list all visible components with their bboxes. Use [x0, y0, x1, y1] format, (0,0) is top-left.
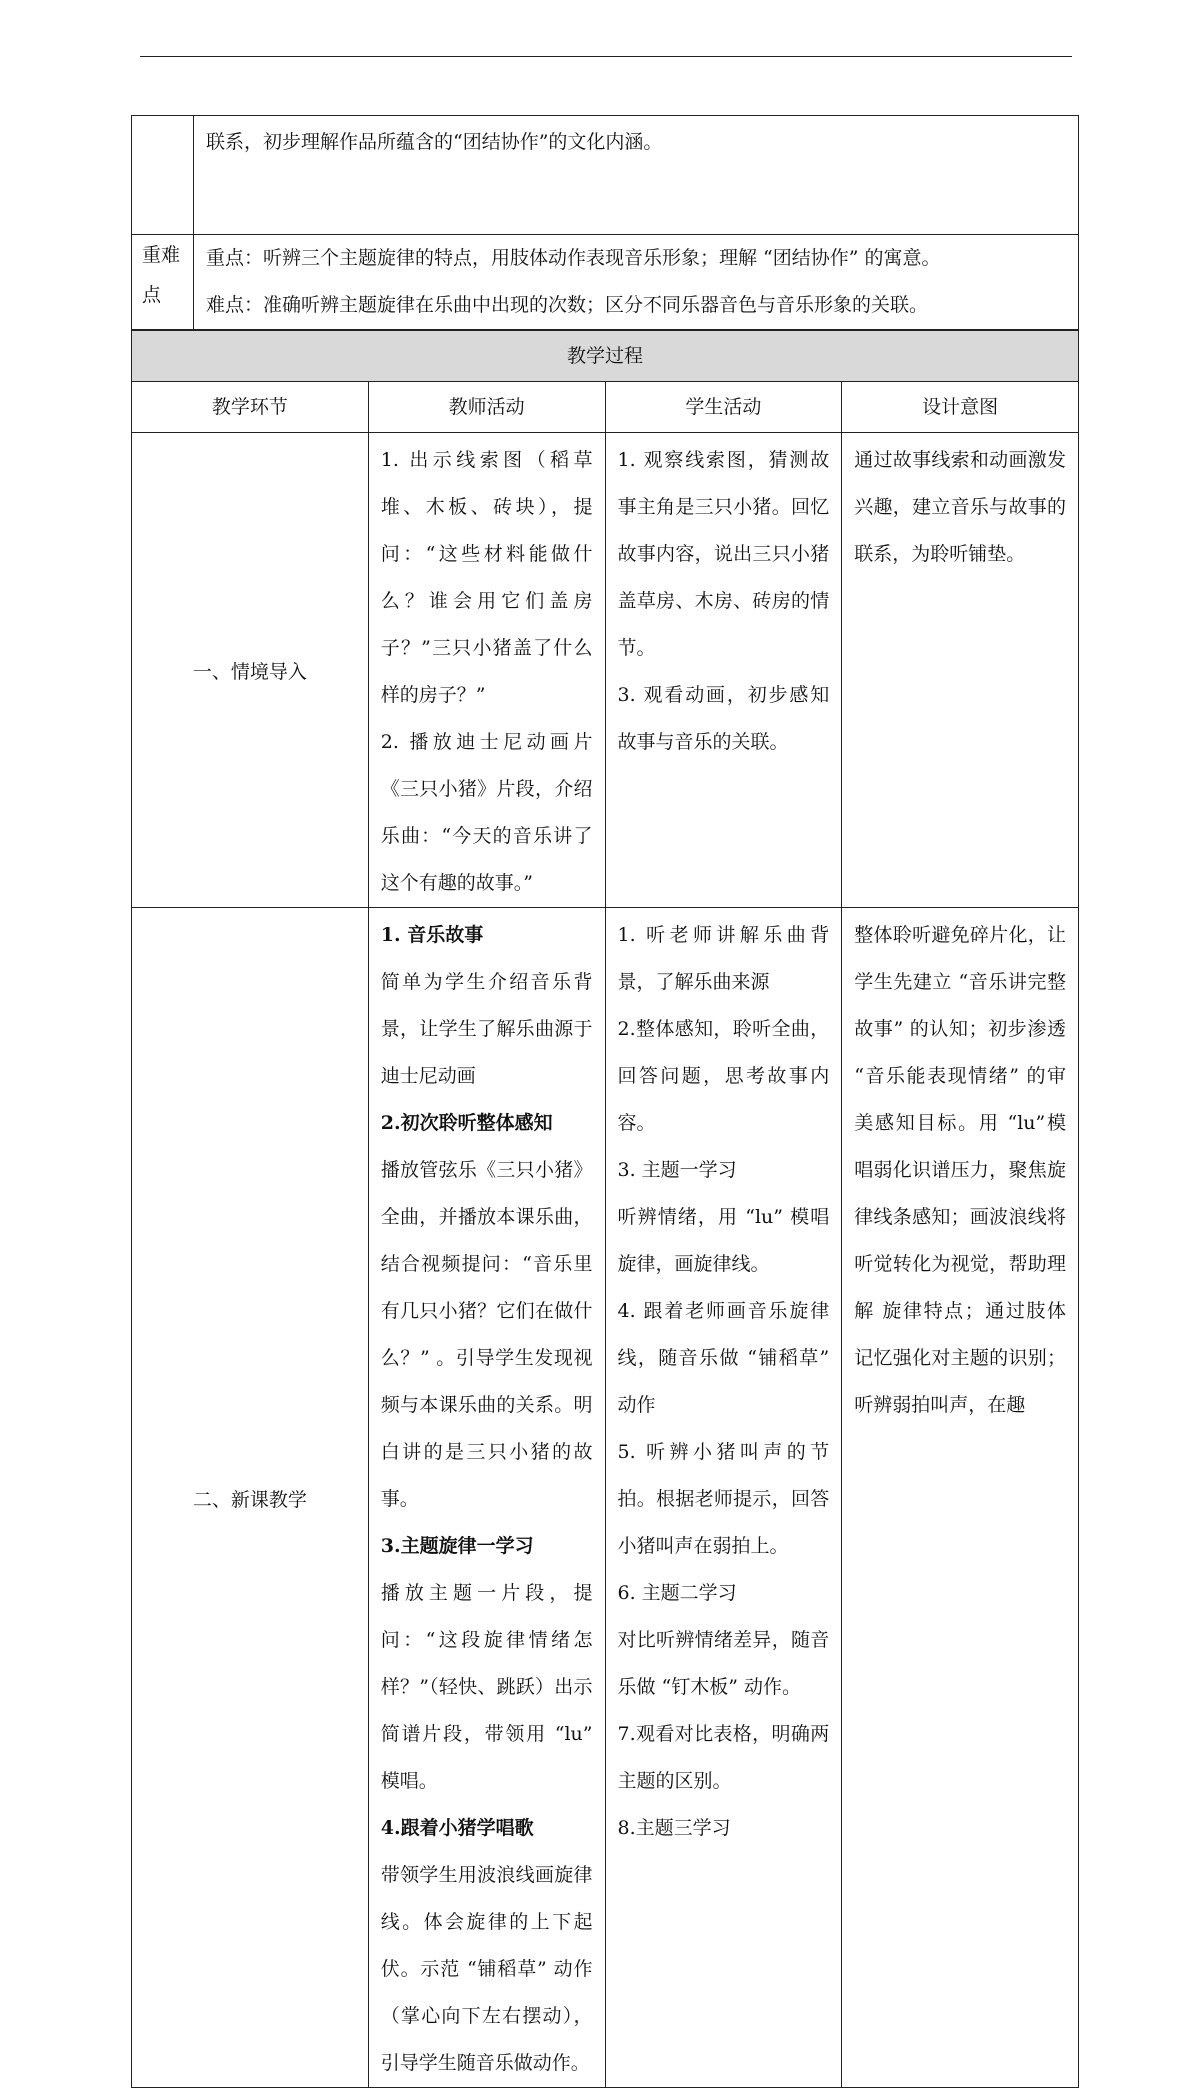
teacher-subheading: 3.主题旋律一学习	[380, 1535, 534, 1557]
teacher-activity-cell	[368, 908, 605, 2088]
student-step: 对比听辨情绪差异，随音乐做 “钉木板” 动作。	[617, 1629, 830, 1698]
teacher-step: 2. 播放迪士尼动画片《三只小猪》片段，介绍乐曲：“今天的音乐讲了这个有趣的故事。”	[380, 731, 593, 894]
stage-cell: 一、情境导入	[132, 433, 369, 908]
student-step: 听辨情绪，用 “lu” 模唱旋律，画旋律线。	[617, 1206, 830, 1275]
student-activity-cell	[605, 433, 842, 908]
teacher-activity-cell	[368, 433, 605, 908]
table-row	[132, 908, 1079, 2088]
process-banner-row	[132, 331, 1079, 382]
teacher-step: 简单为学生介绍音乐背景，让学生了解乐曲源于迪士尼动画	[380, 971, 593, 1087]
objective-text: 联系，初步理解作品所蕴含的“团结协作”的文化内涵。	[194, 116, 1079, 235]
key-point: 重点：听辨三个主题旋律的特点，用肢体动作表现音乐形象；理解 “团结协作” 的寓意。	[206, 247, 941, 269]
teacher-step: 播放管弦乐《三只小猪》全曲，并播放本课乐曲，结合视频提问：“音乐里有几只小猪？它们在做什么？” 。引导学生发现视频与本课乐曲的关系。明白讲的是三只小猪的故事。	[380, 1159, 593, 1510]
header-rule	[140, 56, 1072, 57]
student-step: 7.观看对比表格，明确两主题的区别。	[617, 1723, 830, 1792]
teacher-subheading: 2.初次聆听整体感知	[380, 1112, 553, 1134]
teacher-step: 播放主题一片段，提问：“这段旋律情绪怎样？”（轻快、跳跃）出示简谱片段，带领用 “lu” 模唱。	[380, 1582, 593, 1792]
process-table	[131, 330, 1079, 2088]
teacher-step: 1. 出示线索图（稻草堆、木板、砖块），提问：“这些材料能做什么？谁会用它们盖房子？”三只小猪盖了什么样的房子？”	[380, 449, 593, 706]
header-student: 学生活动	[605, 382, 842, 433]
student-step: 6. 主题二学习	[617, 1582, 737, 1604]
objective-row	[132, 116, 1079, 235]
process-header-row	[132, 382, 1079, 433]
student-step: 2.整体感知，聆听全曲，回答问题，思考故事内容。	[617, 1018, 830, 1134]
student-step: 8.主题三学习	[617, 1817, 731, 1839]
teacher-subheading: 4.跟着小猪学唱歌	[380, 1817, 534, 1839]
design-intent-cell: 通过故事线索和动画激发兴趣，建立音乐与故事的联系，为聆听铺垫。	[842, 433, 1079, 908]
student-step: 3. 观看动画，初步感知故事与音乐的关联。	[617, 684, 830, 753]
teacher-subheading: 1. 音乐故事	[380, 924, 484, 946]
student-step: 4. 跟着老师画音乐旋律线，随音乐做 “铺稻草” 动作	[617, 1300, 830, 1416]
key-difficult-row	[132, 235, 1079, 330]
stage-cell: 二、新课教学	[132, 908, 369, 2088]
key-difficult-label: 重难点	[132, 235, 194, 330]
objective-label-cell	[132, 116, 194, 235]
teacher-step: 带领学生用波浪线画旋律线。体会旋律的上下起伏。示范 “铺稻草” 动作（掌心向下左右摆动），引导学生随音乐做动作。	[380, 1864, 593, 2074]
header-intent: 设计意图	[842, 382, 1079, 433]
student-step: 5. 听辨小猪叫声的节拍。根据老师提示，回答小猪叫声在弱拍上。	[617, 1441, 830, 1557]
student-step: 1. 观察线索图，猜测故事主角是三只小猪。回忆故事内容，说出三只小猪盖草房、木房、砖房的情节。	[617, 449, 830, 659]
student-step: 1. 听老师讲解乐曲背景，了解乐曲来源	[617, 924, 830, 993]
header-teacher: 教师活动	[368, 382, 605, 433]
table-row	[132, 433, 1079, 908]
student-step: 3. 主题一学习	[617, 1159, 737, 1181]
header-stage: 教学环节	[132, 382, 369, 433]
key-difficult-content	[194, 235, 1079, 330]
student-activity-cell	[605, 908, 842, 2088]
design-intent-cell: 整体聆听避免碎片化，让学生先建立 “音乐讲完整故事” 的认知；初步渗透 “音乐能表现情绪” 的审美感知目标。用 “lu”模唱弱化识谱压力，聚焦旋律线条感知；画波浪线将听觉转化为视觉，帮助理解 旋律特点；通过肢体记忆强化对主题的识别；听辨弱拍叫声，在趣	[842, 908, 1079, 2088]
process-banner: 教学过程	[132, 331, 1079, 382]
difficult-point: 难点：准确听辨主题旋律在乐曲中出现的次数；区分不同乐器音色与音乐形象的关联。	[206, 294, 929, 316]
objectives-table	[131, 115, 1079, 330]
